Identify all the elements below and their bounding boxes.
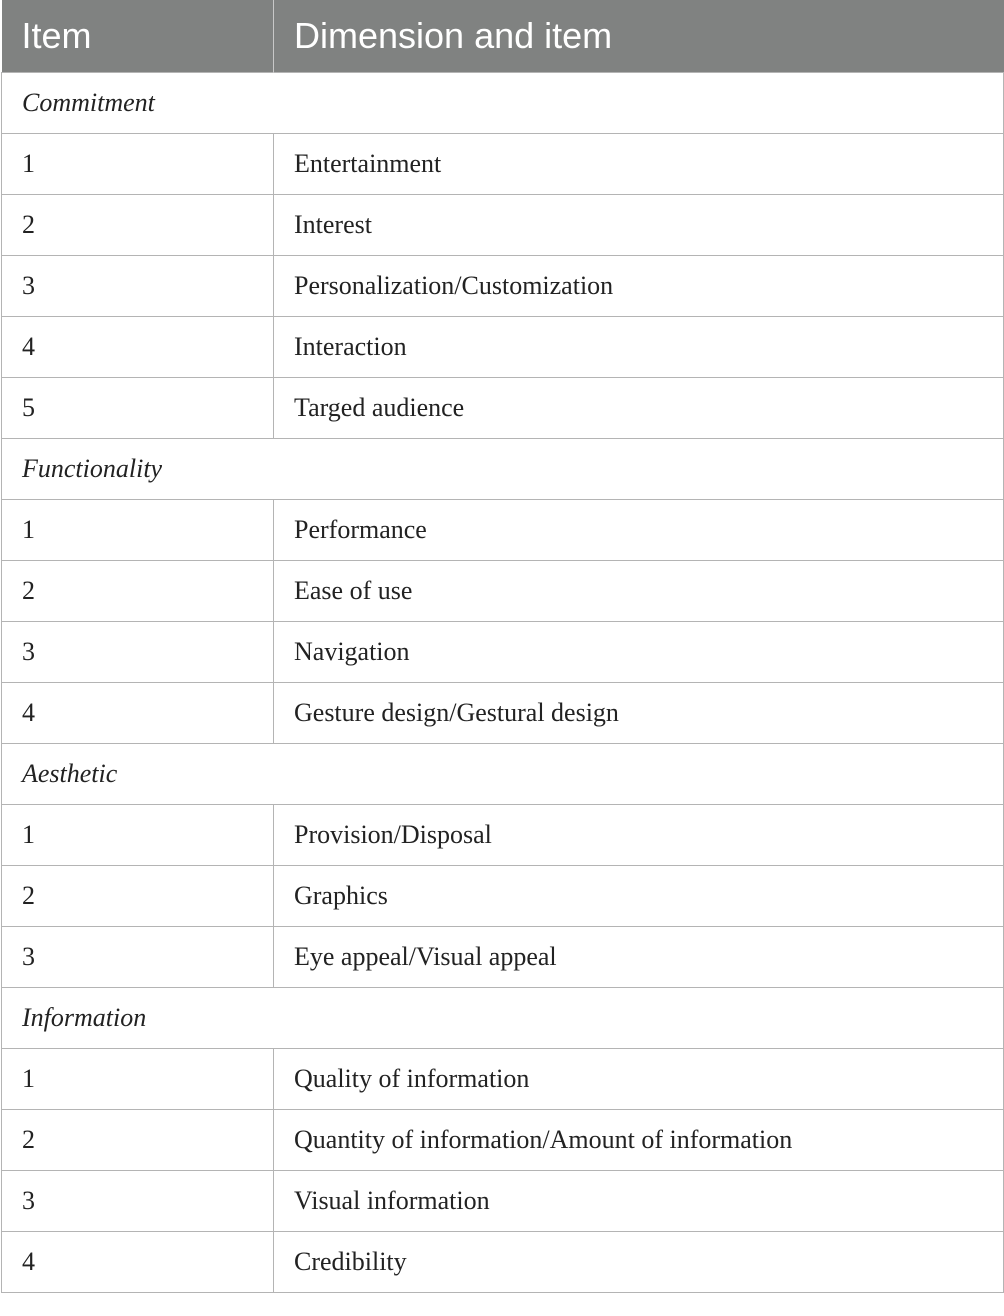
item-number-cell: 2 bbox=[2, 865, 274, 926]
item-number-cell: 4 bbox=[2, 1231, 274, 1292]
dimension-item-cell: Visual information bbox=[274, 1170, 1004, 1231]
dimensions-table bbox=[1, 0, 1004, 1293]
item-number-cell: 2 bbox=[2, 560, 274, 621]
section-title: Commitment bbox=[2, 72, 1004, 133]
section-title: Information bbox=[2, 987, 1004, 1048]
item-number-cell: 2 bbox=[2, 1109, 274, 1170]
dimension-item-cell: Credibility bbox=[274, 1231, 1004, 1292]
item-number-cell: 4 bbox=[2, 316, 274, 377]
item-number-cell: 3 bbox=[2, 621, 274, 682]
dimension-item-cell: Graphics bbox=[274, 865, 1004, 926]
dimension-item-cell: Navigation bbox=[274, 621, 1004, 682]
table-row bbox=[2, 926, 1004, 987]
table-row bbox=[2, 316, 1004, 377]
table-row bbox=[2, 865, 1004, 926]
dimension-item-cell: Personalization/Customization bbox=[274, 255, 1004, 316]
item-number-cell: 5 bbox=[2, 377, 274, 438]
column-header-dimension: Dimension and item bbox=[274, 0, 1004, 72]
dimension-item-cell: Performance bbox=[274, 499, 1004, 560]
dimension-item-cell: Interest bbox=[274, 194, 1004, 255]
dimension-item-cell: Gesture design/Gestural design bbox=[274, 682, 1004, 743]
item-number-cell: 3 bbox=[2, 255, 274, 316]
dimension-item-cell: Ease of use bbox=[274, 560, 1004, 621]
table-row bbox=[2, 1109, 1004, 1170]
table-row bbox=[2, 682, 1004, 743]
dimension-item-cell: Interaction bbox=[274, 316, 1004, 377]
table-row bbox=[2, 1048, 1004, 1109]
dimension-item-cell: Eye appeal/Visual appeal bbox=[274, 926, 1004, 987]
item-number-cell: 3 bbox=[2, 1170, 274, 1231]
item-number-cell: 3 bbox=[2, 926, 274, 987]
table-header-row bbox=[2, 0, 1004, 72]
table-row bbox=[2, 499, 1004, 560]
section-title: Functionality bbox=[2, 438, 1004, 499]
dimension-item-cell: Quantity of information/Amount of information bbox=[274, 1109, 1004, 1170]
item-number-cell: 2 bbox=[2, 194, 274, 255]
section-row bbox=[2, 987, 1004, 1048]
item-number-cell: 4 bbox=[2, 682, 274, 743]
item-number-cell: 1 bbox=[2, 133, 274, 194]
section-title: Aesthetic bbox=[2, 743, 1004, 804]
table-row bbox=[2, 560, 1004, 621]
item-number-cell: 1 bbox=[2, 1048, 274, 1109]
section-row bbox=[2, 72, 1004, 133]
section-row bbox=[2, 743, 1004, 804]
table-row bbox=[2, 1170, 1004, 1231]
dimension-item-cell: Quality of information bbox=[274, 1048, 1004, 1109]
table-row bbox=[2, 377, 1004, 438]
item-number-cell: 1 bbox=[2, 804, 274, 865]
table-body bbox=[2, 72, 1004, 1292]
table-row bbox=[2, 194, 1004, 255]
table-row bbox=[2, 133, 1004, 194]
dimension-item-cell: Targed audience bbox=[274, 377, 1004, 438]
table-row bbox=[2, 255, 1004, 316]
table-row bbox=[2, 1231, 1004, 1292]
column-header-item: Item bbox=[2, 0, 274, 72]
dimension-item-cell: Provision/Disposal bbox=[274, 804, 1004, 865]
table-row bbox=[2, 804, 1004, 865]
table-row bbox=[2, 621, 1004, 682]
section-row bbox=[2, 438, 1004, 499]
item-number-cell: 1 bbox=[2, 499, 274, 560]
dimension-item-cell: Entertainment bbox=[274, 133, 1004, 194]
